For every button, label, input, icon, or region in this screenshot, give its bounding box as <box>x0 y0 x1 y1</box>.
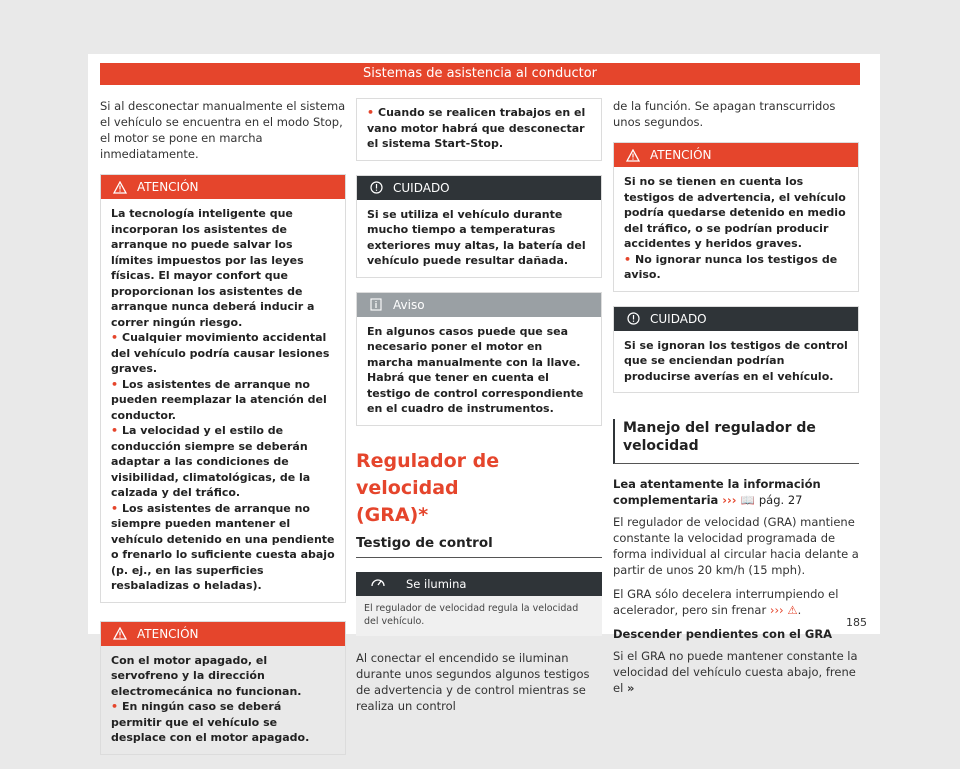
note-header <box>357 293 601 317</box>
bullet-item: • La velocidad y el estilo de conducción siempre se deberán adaptar a las condiciones de visibilidad, climatológicas, de la calzada y del tráfico. <box>111 424 311 499</box>
continue-arrow: » <box>626 681 635 695</box>
warning-triangle-icon <box>113 180 127 194</box>
column-1 <box>100 98 346 769</box>
paragraph: Al conectar el encendido se iluminan durante unos segundos algunos testigos de advertencia y de control mientras se realiza un control <box>356 650 590 713</box>
page-number: 185 <box>846 616 867 629</box>
paragraph: de la función. Se apagan transcurridos unos segundos. <box>613 99 836 129</box>
info-circle-icon <box>626 312 640 326</box>
caution-text: Si se ignoran los testigos de control que se enciendan podrían producirse averías en el vehículo. <box>624 338 848 383</box>
subheading: Descender pendientes con el GRA <box>613 627 833 641</box>
warning-box-2 <box>100 621 346 755</box>
warning-label: ATENCIÓN <box>137 180 199 194</box>
paragraph: El GRA sólo decelera interrumpiendo el acelerador, pero sin frenar ››› ⚠. <box>613 587 839 617</box>
lamp-state-label: Se ilumina <box>406 576 467 591</box>
lamp-description: El regulador de velocidad regula la velocidad del vehículo. <box>364 602 579 627</box>
book-icon: 📖 <box>740 493 755 507</box>
bullet-item: • En ningún caso se deberá permitir que el vehículo se desplace con el motor apagado. <box>111 700 310 744</box>
bullet-item: • Cualquier movimiento accidental del vehículo podría causar lesiones graves. <box>111 331 330 375</box>
warning-box-3 <box>613 142 859 292</box>
bullet-item: • Los asistentes de arranque no pueden reemplazar la atención del conductor. <box>111 377 327 422</box>
caution-label: CUIDADO <box>650 311 707 326</box>
info-circle-icon <box>369 181 383 195</box>
warning-box-1 <box>100 174 346 603</box>
section-title: Regulador de velocidad (GRA)* <box>356 449 500 526</box>
warning-text: Si no se tienen en cuenta los testigos de advertencia, el vehículo podría quedarse detenido en medio del tráfico, o se podrían producir accidentes y heridos graves. <box>624 175 846 250</box>
warning-body <box>614 167 858 291</box>
warning-continuation-box <box>356 98 602 161</box>
warning-label: ATENCIÓN <box>650 148 712 162</box>
column-2 <box>356 98 602 722</box>
note-label: Aviso <box>393 297 425 312</box>
warning-reference-link[interactable]: ››› ⚠ <box>769 603 798 617</box>
caution-header <box>357 176 601 200</box>
warning-triangle-icon <box>113 627 127 641</box>
warning-text: Con el motor apagado, el servofreno y la dirección electromecánica no funcionan. <box>111 653 302 698</box>
warning-triangle-icon: ⚠ <box>787 603 798 617</box>
caution-box <box>613 306 859 394</box>
note-text: En algunos casos puede que sea necesario poner el motor en marcha manualmente con la llave. Habrá que tener en cuenta el testigo de control correspondiente en el cuadro de instrumentos. <box>367 324 584 415</box>
speedometer-icon <box>356 575 400 592</box>
warning-triangle-icon <box>626 148 640 162</box>
warning-body <box>101 199 345 602</box>
note-box <box>356 292 602 426</box>
cross-reference-link[interactable]: ››› 📖 <box>722 493 755 507</box>
caution-box <box>356 175 602 278</box>
section-heading: Manejo del regulador de velocidad <box>613 419 859 464</box>
caution-text: Si se utiliza el vehículo durante mucho tiempo a temperaturas exteriores muy altas, la batería del vehículo puede resultar dañada. <box>367 207 586 267</box>
intro-paragraph: Si al desconectar manualmente el sistema el vehículo se encuentra en el modo Stop, el motor se pone en marcha inmediatamente. <box>100 99 346 161</box>
caution-label: CUIDADO <box>393 180 450 195</box>
warning-label: ATENCIÓN <box>137 626 199 641</box>
indicator-lamp-table <box>356 572 602 636</box>
lamp-header <box>356 572 602 596</box>
chapter-header: Sistemas de asistencia al conductor <box>100 63 860 85</box>
caution-header <box>614 307 858 331</box>
column-3 <box>613 98 859 704</box>
bullet-item: • No ignorar nunca los testigos de aviso. <box>624 252 838 281</box>
reference-line: Lea atentamente la información complementaria ››› 📖 pág. 27 <box>613 477 821 507</box>
bullet-item: • Los asistentes de arranque no siempre pueden mantener el vehículo detenido en una pendiente o frenarlo lo suficiente cuesta abajo (p. ej., en las superficies resbaladizas o heladas). <box>111 501 335 592</box>
warning-body <box>101 646 345 754</box>
warning-header <box>614 143 858 167</box>
bullet-item: • Cuando se realicen trabajos en el vano motor habrá que desconectar el sistema Start-Stop. <box>367 106 586 150</box>
warning-header <box>101 175 345 199</box>
warning-header <box>101 622 345 646</box>
paragraph: Si el GRA no puede mantener constante la velocidad del vehículo cuesta abajo, frene el » <box>613 649 858 695</box>
subsection-title: Testigo de control <box>356 535 602 558</box>
warning-text: La tecnología inteligente que incorporan los asistentes de arranque no puede salvar los límites impuestos por las leyes físicas. El mayor confort que proporcionan los asistentes de arranque nunca deberá inducir a correr ningún riesgo. <box>111 207 315 329</box>
paragraph: El regulador de velocidad (GRA) mantiene constante la velocidad programada de forma individual al circular hacia delante a partir de unos 20 km/h (15 mph). <box>613 515 859 577</box>
note-page-icon <box>369 298 383 312</box>
warning-continuation <box>357 99 601 160</box>
